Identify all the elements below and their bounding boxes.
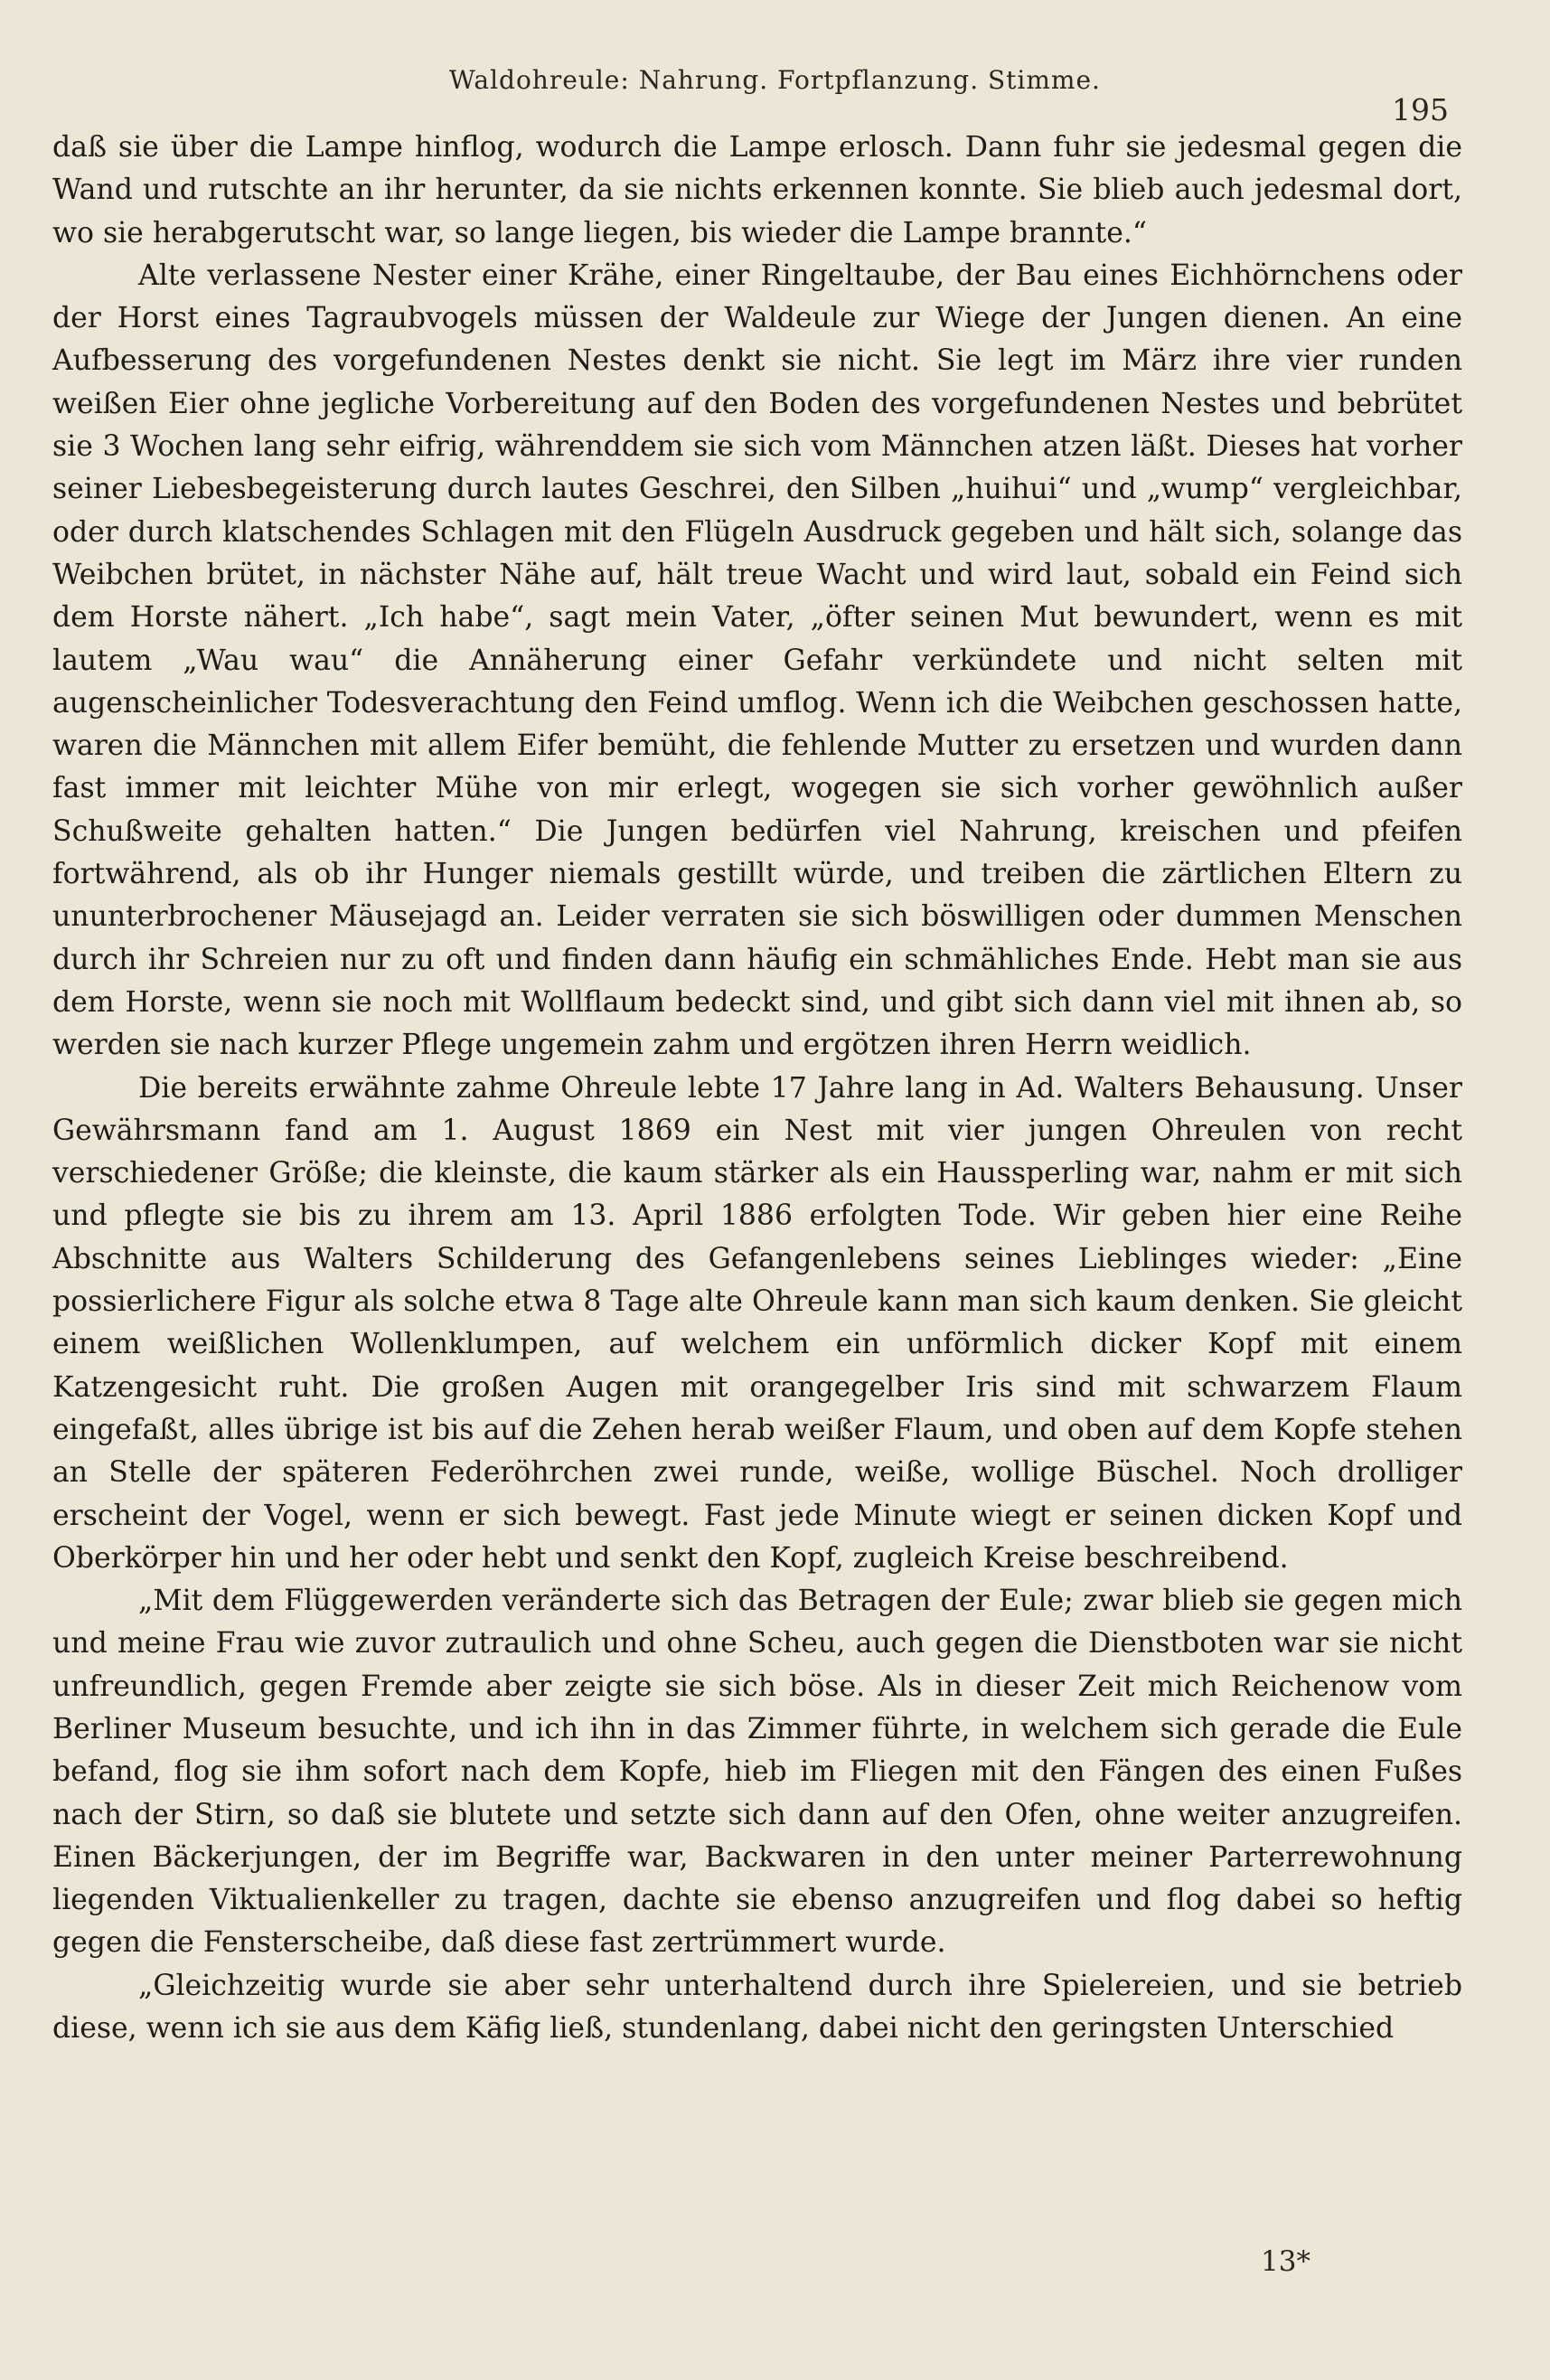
page-number: 195 [1392, 92, 1449, 127]
paragraph-5: „Gleichzeitig wurde sie aber sehr unterhaltend durch ihre Spielereien, und sie betrieb diese, wenn ich sie aus dem Käfig ließ, stundenlang, dabei nicht den geringsten Unterschied [52, 1969, 1462, 2046]
paragraph-3: Die bereits erwähnte zahme Ohreule lebte 17 Jahre lang in Ad. Walters Behausung. Unser Gewährsmann fand am 1. August 1869 ein Nest mit vier jungen Ohreulen von recht verschiedener Größe; die kleinste, die kaum stärker als ein Haussperling war, nahm er mit sich und pflegte sie bis zu ihrem am 13. April 1886 erfolgten Tode. Wir geben hier eine Reihe Abschnitte aus Walters Schilderung des Gefangenlebens seines Lieblinges wieder: „Eine possierlichere Figur als solche etwa 8 Tage alte Ohreule kann man sich kaum denken. Sie gleicht einem weißlichen Wollenklumpen, auf welchem ein unförmlich dicker Kopf mit einem Katzengesicht ruht. Die großen Augen mit orangegelber Iris sind mit schwarzem Flaum eingefaßt, alles übrige ist bis auf die Zehen herab weißer Flaum, und oben auf dem Kopfe stehen an Stelle der späteren Federöhrchen zwei runde, weiße, wollige Büschel. Noch drolliger erscheint der Vogel, wenn er sich bewegt. Fast jede Minute wiegt er seinen dicken Kopf und Oberkörper hin und her oder hebt und senkt den Kopf, zugleich Kreise beschreibend. [52, 1071, 1462, 1575]
printer-signature: 13* [1261, 2245, 1310, 2278]
paragraph-2: Alte verlassene Nester einer Krähe, einer Ringeltaube, der Bau eines Eichhörnchens oder der Horst eines Tagraubvogels müssen der Waldeule zur Wiege der Jungen dienen. An eine Aufbesserung des vorgefundenen Nestes denkt sie nicht. Sie legt im März ihre vier runden weißen Eier ohne jegliche Vorbereitung auf den Boden des vorgefundenen Nestes und bebrütet sie 3 Wochen lang sehr eifrig, währenddem sie sich vom Männchen atzen läßt. Dieses hat vorher seiner Liebesbegeisterung durch lautes Geschrei, den Silben „huihui“ und „wump“ vergleichbar, oder durch klatschendes Schlagen mit den Flügeln Ausdruck gegeben und hält sich, solange das Weibchen brütet, in nächster Nähe auf, hält treue Wacht und wird laut, sobald ein Feind sich dem Horste nähert. „Ich habe“, sagt mein Vater, „öfter seinen Mut bewundert, wenn es mit lautem „Wau wau“ die Annäherung einer Gefahr verkündete und nicht selten mit augenscheinlicher Todesverachtung den Feind umflog. Wenn ich die Weibchen geschossen hatte, waren die Männchen mit allem Eifer bemüht, die fehlende Mutter zu ersetzen und wurden dann fast immer mit leichter Mühe von mir erlegt, wogegen sie sich vorher gewöhnlich außer Schußweite gehalten hatten.“ Die Jungen bedürfen viel Nahrung, kreischen und pfeifen fortwährend, als ob ihr Hunger niemals gestillt würde, und treiben die zärtlichen Eltern zu ununterbrochener Mäusejagd an. Leider verraten sie sich böswilligen oder dummen Menschen durch ihr Schreien nur zu oft und finden dann häufig ein schmähliches Ende. Hebt man sie aus dem Horste, wenn sie noch mit Wollflaum bedeckt sind, und gibt sich dann viel mit ihnen ab, so werden sie nach kurzer Pflege ungemein zahm und ergötzen ihren Herrn weidlich. [52, 259, 1462, 1062]
body-text [52, 127, 1462, 2050]
page-header [0, 65, 1550, 127]
paragraph-1: daß sie über die Lampe hinflog, wodurch die Lampe erlosch. Dann fuhr sie jedesmal gegen die Wand und rutschte an ihr herunter, da sie nichts erkennen konnte. Sie blieb auch jedesmal dort, wo sie herabgerutscht war, so lange liegen, bis wieder die Lampe brannte.“ [52, 131, 1462, 249]
running-head: Waldohreule: Nahrung. Fortpflanzung. Stimme. [449, 65, 1101, 95]
paragraph-4: „Mit dem Flüggewerden veränderte sich das Betragen der Eule; zwar blieb sie gegen mich und meine Frau wie zuvor zutraulich und ohne Scheu, auch gegen die Dienstboten war sie nicht unfreundlich, gegen Fremde aber zeigte sie sich böse. Als in dieser Zeit mich Reichenow vom Berliner Museum besuchte, und ich ihn in das Zimmer führte, in welchem sich gerade die Eule befand, flog sie ihm sofort nach dem Kopfe, hieb im Fliegen mit den Fängen des einen Fußes nach der Stirn, so daß sie blutete und setzte sich dann auf den Ofen, ohne weiter anzugreifen. Einen Bäckerjungen, der im Begriffe war, Backwaren in den unter meiner Parterrewohnung liegenden Viktualienkeller zu tragen, dachte sie ebenso anzugreifen und flog dabei so heftig gegen die Fensterscheibe, daß diese fast zertrümmert wurde. [52, 1585, 1462, 1960]
